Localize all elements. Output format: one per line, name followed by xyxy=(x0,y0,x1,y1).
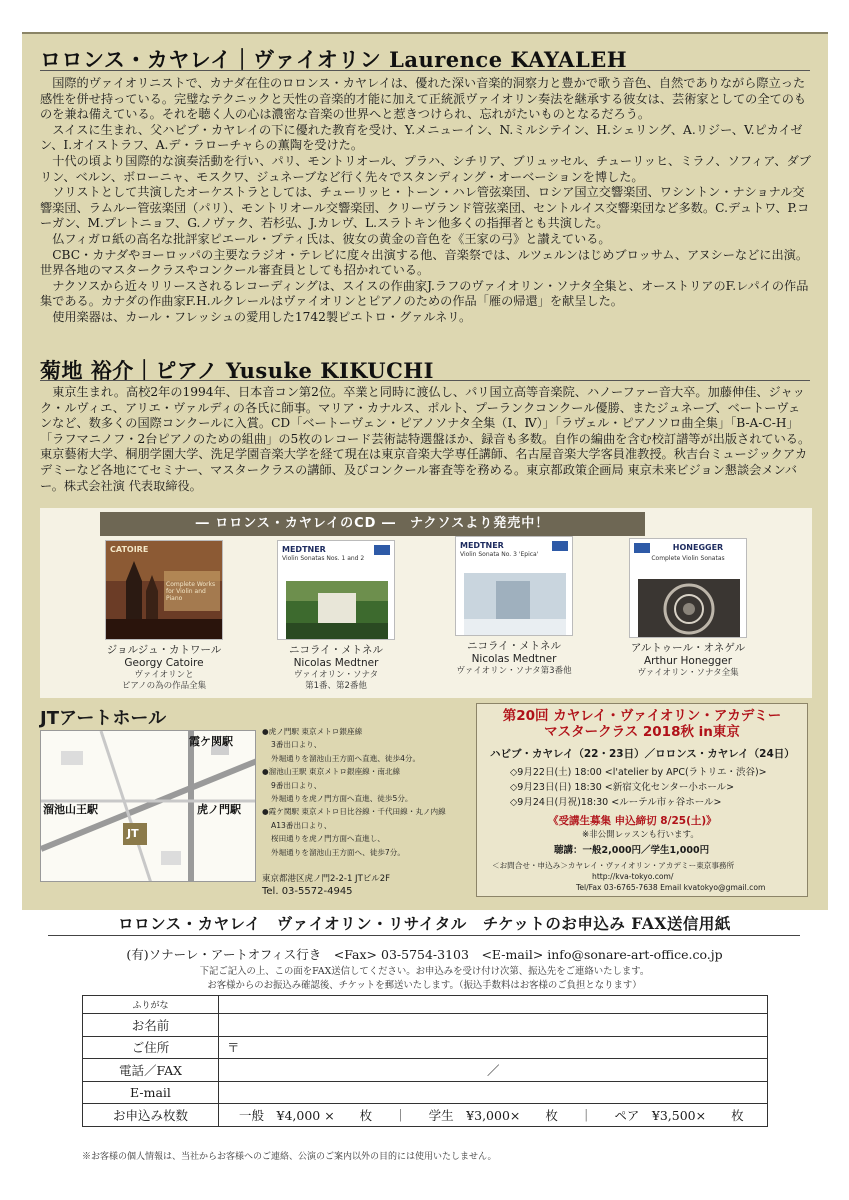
map-label-tameike: 溜池山王駅 xyxy=(43,803,98,816)
fax-note: 下記ご記入の上、この面をFAX送信してください。お申込みを受け付け次第、振込先をご連絡いたします。 xyxy=(199,966,650,977)
bio-paragraph: 使用楽器は、カール・フレッシュの愛用した1742製ピエトロ・グァルネリ。 xyxy=(52,309,472,324)
naxos-logo xyxy=(374,545,390,555)
fax-form-title: ロロンス・カヤレイ ヴァイオリン・リサイタル チケットのお申込み FAX送信用紙 xyxy=(118,914,731,933)
map-label-kasumigaseki: 霞ケ関駅 xyxy=(189,735,233,748)
form-row-furigana xyxy=(83,996,768,1014)
access-line: 桜田通りを虎ノ門方面へ直進し、 xyxy=(271,834,385,844)
fax-note: お客様からのお振込み確認後、チケットを郵送いたします。（振込手数料はお客様のご負担となります） xyxy=(207,980,642,991)
cd-composer-en: Nicolas Medtner xyxy=(471,653,557,665)
cd-cover-subtitle: Complete Violin Sonatas xyxy=(651,555,725,562)
access-line: 3番出口より、 xyxy=(271,740,322,750)
cd-item xyxy=(624,538,752,679)
student-ticket: 学生 ¥3,000× 枚 xyxy=(428,1107,558,1123)
address-field[interactable] xyxy=(219,1036,768,1059)
map-label-jt: JT xyxy=(127,827,139,840)
cd-work: ヴァイオリンと xyxy=(134,670,194,680)
cd-composer-jp: ジョルジュ・カトワール xyxy=(106,644,222,656)
access-line: 外堀通りを溜池山王方面へ、徒歩7分。 xyxy=(271,847,405,857)
bio-paragraph: 国際的ヴァイオリニストで、カナダ在住のロロンス・カヤレイは、優れた深い音楽的洞察力と豊かで歌う音色、自然でありながら際立った感性を併せ持っている。完璧なテクニックと天性の音楽的才能に加えて正統派ヴァイオリン奏法を継承する彼女は、芸術家としての全てのものを兼ね備えている。それを聴く人の心は濃密な音楽の世界へと惹きつけられ、忘れがたいものとなるだろう。 xyxy=(40,76,807,122)
cd-cover xyxy=(105,540,223,640)
academy-date: ◇9月22日(土) 18:00 <l'atelier by APC(ラトリエ・渋谷)> xyxy=(510,767,767,778)
bio-paragraph: ナクソスから近々リリースされるレコーディングは、スイスの作曲家J.ラフのヴァイオリン・ソナタ全集と、オーストリアのF.レパイの作品集である。カナダの作曲家F.H.ルクレールはヴァイオリンとピアノのための作品「雁の帰還」を献呈した。 xyxy=(40,278,809,309)
access-line: ●溜池山王駅 東京メトロ銀座線・南北線 xyxy=(262,767,401,777)
phone-separator: ／ xyxy=(487,1062,500,1078)
academy-date: ◇9月23日(日) 18:30 <新宿文化センター小ホール> xyxy=(510,782,735,793)
cd-composer-en: Arthur Honegger xyxy=(643,655,733,667)
hall-address: 東京都港区虎ノ門2-2-1 JTビル2F xyxy=(262,874,391,884)
academy-url[interactable]: http://kva-tokyo.com/ xyxy=(592,872,674,881)
bio-paragraph: 東京生まれ。高校2年の1994年、日本音コン第2位。卒業と同時に渡仏し、パリ国立高等音楽院、ハノーファー音大卒。加藤伸佳、ジャック・ルヴィエ、アリエ・ヴァルディの各氏に師事。マリア・カナルス、ポルト、プーランクコンクール優勝、またジュネーブ、ベートーヴェンなど、数多くの国際コンクールに入賞。CD「ベートーヴェン・ピアノソナタ全集（Ⅰ、Ⅳ）」「ラヴェル・ピアノソロ曲全集」「B-A-C-H」「ラフマニノフ・2台ピアノのための組曲」の5枚のレコード芸術誌特選盤ほか、録音も多数。自作の編曲を含む校訂譜等が出版されている。東京藝術大学、桐朋学園大学、洗足学園音楽大学を経て現在は東京音楽大学専任講師、名古屋音楽大学客員准教授。秋吉台ミュージックアカデミーなど各地にてセミナー、マスタークラスの講師、及びコンクール審査等を務める。東京都政策企画局 東京未来ビジョン懇談会メンバー。株式会社演 代表取締役。 xyxy=(40,385,811,493)
form-row-phone xyxy=(83,1059,768,1082)
bio-paragraph: スイスに生まれ、父ハビブ・カヤレイの下に優れた教育を受け、Y.メニューイン、N.ミルシテイン、H.シェリング、A.リジー、V.ピカイゼン、I.オイストラフ、A.デ・ラローチャらの薫陶を受けた。 xyxy=(40,122,803,153)
access-line: ●霞ケ関駅 東京メトロ日比谷線・千代田線・丸ノ内線 xyxy=(262,807,446,817)
cd-cover-title: MEDTNER xyxy=(282,545,326,554)
bio-paragraph: CBC・カナダやヨーロッパの主要なラジオ・テレビに度々出演する他、音楽祭では、ルツェルンはじめブロッサム、アヌシーなどに出演。世界各地のマスタークラスやコンクール審査員としても招かれている。 xyxy=(40,247,809,278)
separator: ｜ xyxy=(579,1107,593,1123)
application-form xyxy=(82,995,768,1127)
cd-composer-jp: ニコライ・メトネル xyxy=(288,644,384,656)
access-line: 外堀通りを溜池山王方面へ直進、徒歩4分。 xyxy=(271,753,421,763)
naxos-logo xyxy=(552,541,568,551)
furigana-label: ふりがな xyxy=(83,996,219,1014)
cd-cover-title: MEDTNER xyxy=(460,541,504,550)
access-line: A13番出口より、 xyxy=(271,820,332,830)
postal-mark: 〒 xyxy=(227,1040,240,1056)
hall-map xyxy=(40,730,256,882)
cd-cover xyxy=(277,540,395,640)
phone-field[interactable] xyxy=(219,1059,768,1082)
academy-contact: ＜お問合せ・申込み＞カヤレイ・ヴァイオリン・アカデミー東京事務所 xyxy=(492,861,735,870)
cd-cover-title: HONEGGER xyxy=(672,543,724,552)
cd-composer-jp: ニコライ・メトネル xyxy=(466,640,562,652)
cd-work: ヴァイオリン・ソナタ全集 xyxy=(637,668,739,678)
heading-rule xyxy=(40,70,810,71)
academy-teachers: ハビブ・カヤレイ（22・23日）／ロロンス・カヤレイ（24日） xyxy=(490,748,795,760)
privacy-note: ※お客様の個人情報は、当社からお客様へのご連絡、公演のご案内以外の目的には使用いたしません。 xyxy=(82,1152,497,1162)
cd-composer-en: Nicolas Medtner xyxy=(293,657,379,669)
cd-composer-jp: アルトゥール・オネゲル xyxy=(630,642,746,654)
staircase-image xyxy=(630,539,747,638)
address-label: ご住所 xyxy=(83,1036,219,1059)
name-field[interactable] xyxy=(219,1014,768,1037)
hall-tel: Tel. 03-5572-4945 xyxy=(262,886,353,897)
cd-work: ヴァイオリン・ソナタ xyxy=(293,670,379,680)
cd-cover xyxy=(629,538,747,638)
cd-cover-subtitle: Complete Works for Violin and Piano xyxy=(166,581,216,602)
access-line: 外堀通りを虎ノ門方面へ直進、徒歩5分。 xyxy=(271,794,413,804)
academy-title xyxy=(476,708,808,740)
cd-work: 第1番、第2番他 xyxy=(305,681,367,691)
hall-title: JTアートホール xyxy=(40,708,167,729)
access-directions xyxy=(262,725,472,859)
academy-dates xyxy=(510,765,767,810)
academy-recruit: 《受講生募集 申込締切 8/25(土)》 xyxy=(548,815,717,827)
naxos-logo xyxy=(634,543,650,553)
academy-tel: Tel/Fax 03-6765-7638 Email kvatokyo@gmail.com xyxy=(576,883,766,892)
cd-work: ヴァイオリン・ソナタ第3番他 xyxy=(456,666,572,676)
separator: ｜ xyxy=(394,1107,407,1123)
cd-cover-subtitle: Violin Sonatas Nos. 1 and 2 xyxy=(282,555,365,562)
academy-title-line1: 第20回 カヤレイ・ヴァイオリン・アカデミー xyxy=(502,708,782,724)
cd-item xyxy=(450,536,578,677)
access-line: 9番出口より、 xyxy=(271,780,322,790)
cd-banner: ― ロロンス・カヤレイのCD ― ナクソスより発売中！ xyxy=(100,512,645,536)
fax-title-rule xyxy=(48,935,800,936)
cd-work: ピアノの為の作品全集 xyxy=(121,681,207,691)
academy-title-line2: マスタークラス 2018秋 in東京 xyxy=(544,724,740,740)
heading-rule xyxy=(40,380,810,381)
phone-label: 電話／FAX xyxy=(83,1059,219,1082)
form-row-address xyxy=(83,1036,768,1059)
pianist-bio xyxy=(40,385,812,494)
name-label: お名前 xyxy=(83,1014,219,1037)
form-row-email xyxy=(83,1081,768,1104)
form-row-name xyxy=(83,1014,768,1037)
cd-composer-en: Georgy Catoire xyxy=(124,657,204,669)
bio-paragraph: 仏フィガロ紙の高名な批評家ピエール・プティ氏は、彼女の黄金の音色を《王家の弓》と讃えている。 xyxy=(52,231,611,246)
cd-cover-subtitle: Violin Sonata No. 3 'Epica' xyxy=(460,551,539,558)
academy-date: ◇9月24日(月祝)18:30 <ルーテル市ヶ谷ホール> xyxy=(510,797,722,808)
academy-private-note: ※非公開レッスンも行います。 xyxy=(582,830,699,840)
fax-recipient: (有)ソナーレ・アートオフィス行き <Fax> 03-5754-3103 <E-mail> info@sonare-art-office.co.jp xyxy=(126,947,723,962)
general-ticket: 一般 ¥4,000 × 枚 xyxy=(239,1107,373,1123)
bio-paragraph: 十代の頃より国際的な演奏活動を行い、パリ、モントリオール、プラハ、シチリア、ブリュッセル、チューリッヒ、ミラノ、ソフィア、ダブリン、ベルン、ボローニャ、モスクワ、ジュネーブなど行く先々でスタンディング・オーベーションを博した。 xyxy=(40,153,811,184)
cd-item xyxy=(272,540,400,692)
map-label-toranomon: 虎ノ門駅 xyxy=(197,803,241,816)
cd-cover-title: CATOIRE xyxy=(110,545,149,554)
academy-fee: 聴講：一般2,000円／学生1,000円 xyxy=(554,845,710,856)
cd-item xyxy=(100,540,228,692)
violinist-bio xyxy=(40,76,812,326)
pianist-heading: 菊地 裕介｜ピアノ Yusuke KIKUCHI xyxy=(40,358,434,383)
bio-paragraph: ソリストとして共演したオーケストラとしては、チューリッヒ・トーン・ハレ管弦楽団、ロシア国立交響楽団、ワシントン・ナショナル交響楽団、ラムルー管弦楽団（パリ）、モントリオール交響楽団、クリーヴランド管弦楽団、セントルイス交響楽団など多数。C.デュトワ、P.コーガン、M.プレトニョフ、G.ノヴァク、若杉弘、J.カレヴ、L.スラトキン他多くの指揮者とも共演した。 xyxy=(40,185,810,231)
form-row-count xyxy=(83,1104,768,1127)
count-label: お申込み枚数 xyxy=(83,1104,219,1127)
count-field[interactable] xyxy=(219,1104,768,1127)
pair-ticket: ペア ¥3,500× 枚 xyxy=(614,1107,744,1123)
email-field[interactable] xyxy=(219,1081,768,1104)
violinist-heading: ロロンス・カヤレイ｜ヴァイオリン Laurence KAYALEH xyxy=(40,47,628,72)
access-line: ●虎ノ門駅 東京メトロ銀座線 xyxy=(262,727,363,736)
email-label: E-mail xyxy=(83,1081,219,1104)
furigana-field[interactable] xyxy=(219,996,768,1014)
cd-cover xyxy=(455,536,573,636)
